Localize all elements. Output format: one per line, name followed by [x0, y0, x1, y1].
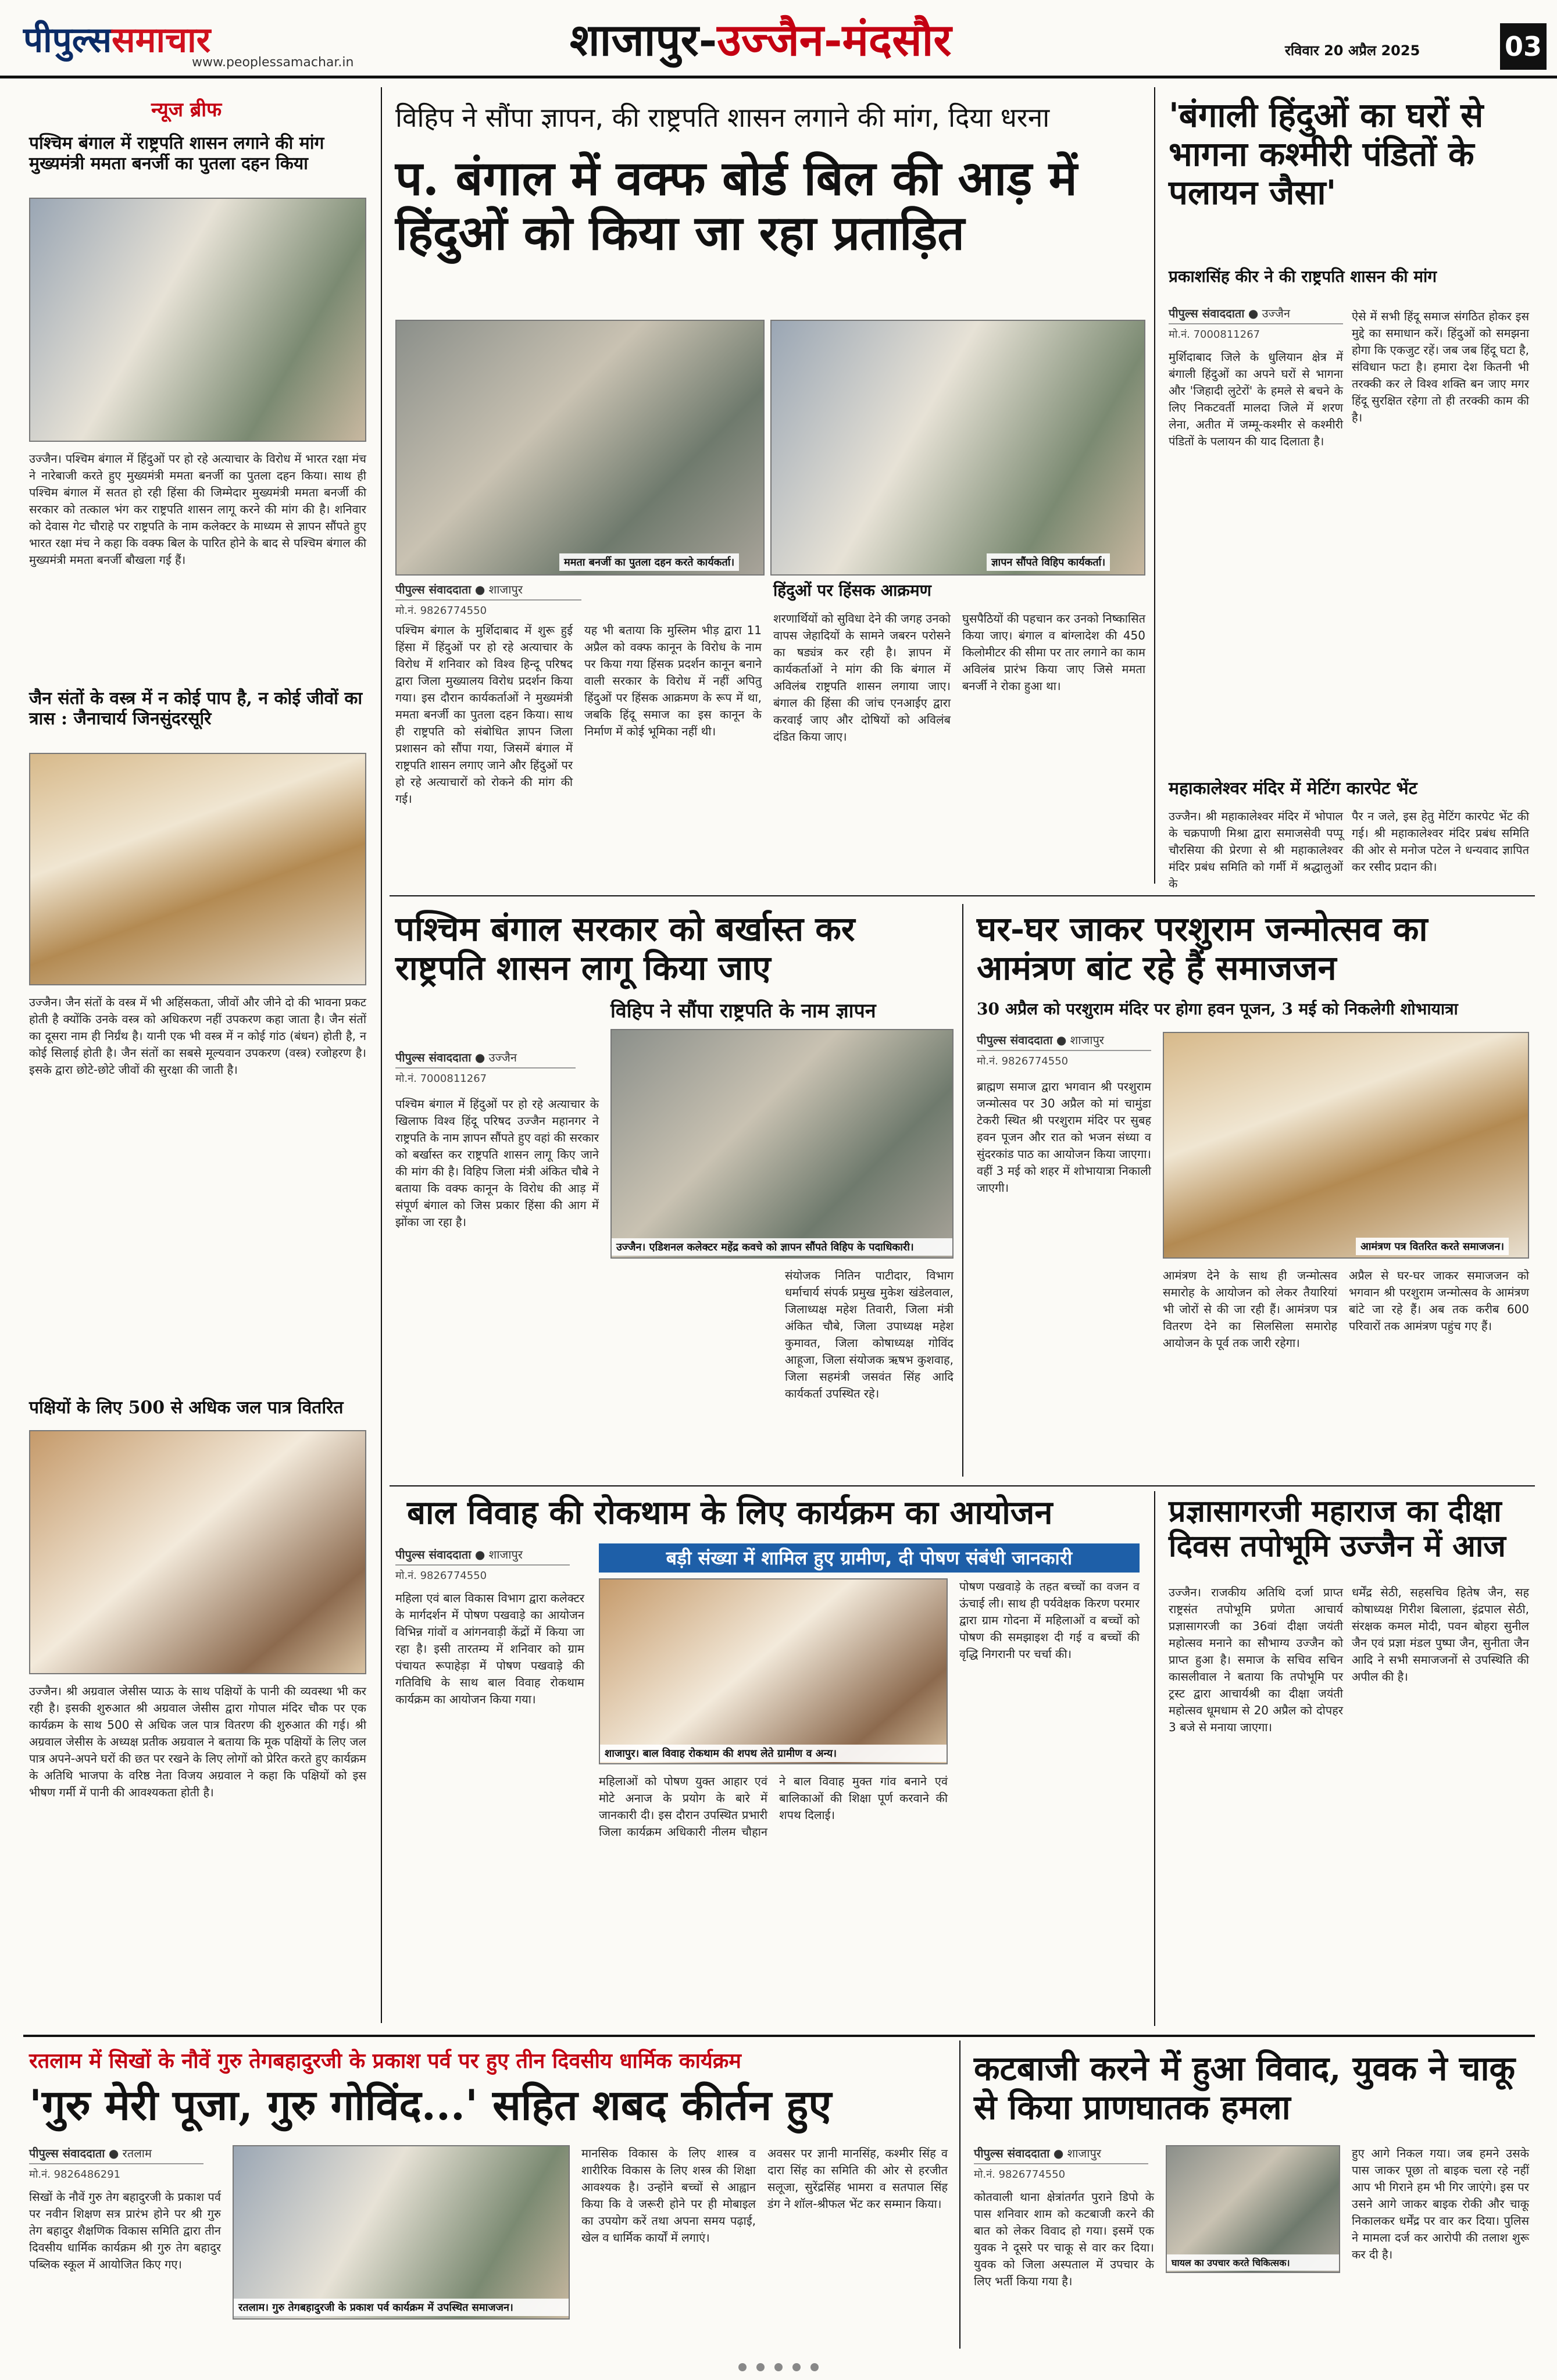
knife-body-col1: कोतवाली थाना क्षेत्रांतर्गत पुराने डिपो के पास शनिवार शाम को कटबाजी करने की बात को लेकर विवाद हो गया। इसमें एक युवक ने दूसरे पर चाकू से वार कर दिया। युवक को जिला अस्पताल में उपचार के लिए भर्ती किया गया है।	[974, 2190, 1154, 2288]
brief-3-body: उज्जैन। श्री अग्रवाल जेसीस प्याऊ के साथ पक्षियों के पानी की व्यवस्था भी कर रही है। इसकी शुरुआत श्री अग्रवाल जेसीस द्वारा गोपाल मंदिर चौक पर एक कार्यक्रम के साथ 500 से अधिक जल पात्र वितरण की शुरुआत की गई। श्री अग्रवाल जेसीस के अध्यक्ष प्रतीक अग्रवाल ने बताया कि मूक पक्षियों के लिए जल पात्र अपने-अपने घरों की छत पर रखने के लिए लोगों को प्रेरित करते हुए कार्यक्रम के अतिथि भाजपा के वरिष्ठ नेता विजय अग्रवाल ने कहा कि पक्षियों को इस भीषण गर्मी में पानी की आवश्यकता होती है।	[29, 1684, 366, 1799]
registration-dot	[810, 2363, 819, 2371]
brief-2-photo	[29, 753, 366, 985]
kashmir-mobile: मो.नं. 7000811267	[1169, 328, 1260, 341]
section-divider	[390, 1485, 1535, 1486]
parshuram-photo-caption: आमंत्रण पत्र वितरित करते समाजजन।	[1356, 1238, 1509, 1255]
parshuram-photo	[1163, 1032, 1529, 1259]
byline-name: पीपुल्स संवाददाता	[395, 1050, 472, 1064]
pragya-headline: प्रज्ञासागरजी महाराज का दीक्षा दिवस तपोभूमि उज्जैन में आज	[1169, 1493, 1506, 1564]
byline-location: रतलाम	[122, 2146, 152, 2160]
parshuram-story	[971, 904, 1535, 1477]
column-divider	[959, 2040, 960, 2349]
bengal-dismiss-story	[390, 904, 959, 1477]
registration-dot	[774, 2363, 783, 2371]
sikh-story	[23, 2040, 954, 2349]
byline-location: उज्जैन	[488, 1050, 517, 1064]
bengal-dismiss-body-col1: पश्चिम बंगाल में हिंदुओं पर हो रहे अत्याचार के खिलाफ विश्व हिंदू परिषद उज्जैन महानगर ने राष्ट्रपति के नाम ज्ञापन सौंपते हुए वहां की सरकार को बर्खास्त कर राष्ट्रपति शासन लागू किए जाने की मांग की है। विहिप जिला मंत्री अंकित चौबे ने बताया कि वक्फ कानून के विरोध की आड़ में संपूर्ण बंगाल को जिस प्रकार हिंसा की आग में झोंका जा रहा है।	[395, 1097, 599, 1229]
bengal-dismiss-photo	[610, 1029, 954, 1259]
byline-location: शाजापुर	[1067, 2146, 1101, 2160]
byline-name: पीपुल्स संवाददाता	[395, 1548, 472, 1561]
mahakal-body-col1: उज्जैन। श्री महाकालेश्वर मंदिर में भोपाल के चक्रपाणी मिश्रा द्वारा समाजसेवी पप्पू चौरसिया की प्रेरणा से श्री महाकालेश्वर मंदिर प्रबंध समिति को गर्मी में श्रद्धालुओं के	[1169, 809, 1343, 891]
byline-name: पीपुल्स संवाददाता	[29, 2146, 105, 2160]
kashmir-body-col2: ऐसे में सभी हिंदू समाज संगठित होकर इस मुद्दे का समाधान करें। हिंदुओं को समझना होगा कि एकजुट रहें। जब जब हिंदू घटा है, संविधान फटा है। हमारा देश कितनी भी तरक्की कर ले विश्व शक्ति बन जाए मगर हिंदू सुरक्षित रहेगा तो ही तरक्की काम की है।	[1352, 309, 1529, 424]
parshuram-body-col3: अप्रैल से घर-घर जाकर समाजजन को भगवान श्री परशुराम जन्मोत्सव के आमंत्रण बांटे जा रहे हैं। अब तक करीब 600 परिवारों तक आमंत्रण पहुंच गए हैं।	[1349, 1268, 1529, 1333]
lead-headline: प. बंगाल में वक्फ बोर्ड बिल की आड़ में हिंदुओं को किया जा रहा प्रताड़ित	[395, 151, 1077, 262]
kashmir-subhead: प्रकाशसिंह कीर ने की राष्ट्रपति शासन की मांग	[1169, 267, 1437, 286]
lead-body-col3: शरणार्थियों को सुविधा देने की जगह उनको वापस जेहादियों के सामने जबरन परोसने का षड्यंत्र कर रही है। ज्ञापन में कार्यकर्ताओं ने मांग की कि बंगाल में अविलंब राष्ट्रपति शासन लगाया जाए। बंगाल की हिंसा की जांच एनआईए द्वारा करवाई जाए और दोषियों को अविलंब दंडित किया जाए।	[773, 612, 951, 744]
edition-title: शाजापुर-उज्जैन-मंदसौर	[570, 14, 952, 66]
sikh-body-col3: अवसर पर ज्ञानी मानसिंह, कश्मीर सिंह व दारा सिंह का समिति की ओर से हरजीत सलूजा, सुरेंद्रसिंह भामरा व सतपाल सिंह डंग ने शॉल-श्रीफल भेंट कर सम्मान किया।	[767, 2146, 948, 2211]
lead-byline: पीपुल्स संवाददाता ● शाजापुर	[395, 581, 581, 601]
parshuram-subhead: 30 अप्रैल को परशुराम मंदिर पर होगा हवन पूजन, 3 मई को निकलेगी शोभायात्रा	[977, 999, 1458, 1019]
byline-name: पीपुल्स संवाददाता	[1169, 306, 1245, 320]
byline-name: पीपुल्स संवाददाता	[974, 2146, 1050, 2160]
byline-location: शाजापुर	[488, 583, 523, 596]
lead-photo-2-caption: ज्ञापन सौंपते विहिप कार्यकर्ता।	[987, 553, 1110, 571]
byline-location: शाजापुर	[1070, 1033, 1104, 1047]
logo-accent: समाचार	[112, 20, 211, 60]
sikh-headline: 'गुरु मेरी पूजा, गुरु गोविंद...' सहित शबद कीर्तन हुए	[29, 2080, 832, 2129]
column-divider	[1154, 87, 1155, 884]
child-marriage-band: बड़ी संख्या में शामिल हुए ग्रामीण, दी पोषण संबंधी जानकारी	[599, 1543, 1140, 1573]
bengal-dismiss-headline: पश्चिम बंगाल सरकार को बर्खास्त कर राष्ट्रपति शासन लागू किया जाए	[395, 909, 855, 988]
kashmir-headline: 'बंगाली हिंदुओं का घरों से भागना कश्मीरी पंडितों के पलायन जैसा'	[1169, 95, 1484, 213]
parshuram-body-col2: आमंत्रण देने के साथ ही जन्मोत्सव समारोह के आयोजन को लेकर तैयारियां भी जोरों से की जा रही हैं। आमंत्रण पत्र वितरण देने का सिलसिला समारोह आयोजन के पूर्व तक जारी रहेगा।	[1163, 1268, 1337, 1350]
registration-dot	[792, 2363, 801, 2371]
news-brief-label: न्यूज ब्रीफ	[151, 98, 222, 121]
lead-story	[390, 87, 1151, 884]
sikh-mobile: मो.नं. 9826486291	[29, 2168, 121, 2181]
child-marriage-mobile: मो.नं. 9826774550	[395, 1570, 487, 1582]
column-divider	[1154, 1491, 1155, 2026]
registration-dot	[756, 2363, 765, 2371]
parshuram-headline: घर-घर जाकर परशुराम जन्मोत्सव का आमंत्रण बांट रहे हैं समाजजन	[977, 909, 1428, 988]
lead-kicker: विहिप ने सौंपा ज्ञापन, की राष्ट्रपति शासन लगाने की मांग, दिया धरना	[395, 102, 1050, 133]
child-marriage-body-col1: महिला एवं बाल विकास विभाग द्वारा कलेक्टर के मार्गदर्शन में पोषण पखवाड़े का आयोजन विभिन्न गांवों व आंगनवाड़ी केंद्रों में किया जा रहा है। इसी तारतम्य में शनिवार को ग्राम पंचायत रूपाहेड़ा में पोषण पखवाड़े की गतिविधि के साथ बाल विवाह रोकथाम कार्यक्रम का आयोजन किया गया।	[395, 1591, 584, 1706]
brief-2-body: उज्जैन। जैन संतों के वस्त्र में भी अहिंसकता, जीवों और जीने दो की भावना प्रकट होती है क्योंकि उनके वस्त्र को अधिकरण नहीं उपकरण कहा जाता है। जैन संतों का दूसरा नाम ही निर्ग्रंथ है। यानी एक भी वस्त्र में न कोई गांठ (बंधन) होती है, न कोई सिलाई होती है। जैन संतों का सबसे मूल्यवान उपकरण (वस्त्र) रजोहरण है। इसके द्वारा छोटे-छोटे जीवों की सुरक्षा की जाती है।	[29, 995, 366, 1077]
knife-photo	[1166, 2145, 1340, 2273]
lead-body-col4: घुसपैठियों की पहचान कर उनको निष्कासित किया जाए। बंगाल व बांग्लादेश की 450 किलोमीटर की सीमा पर तार लगाने का काम अविलंब प्रारंभ किया जाए जिसे ममता बनर्जी ने रोका हुआ था।	[962, 612, 1145, 693]
column-divider	[381, 87, 382, 2023]
pragya-body-col2: धर्मेंद्र सेठी, सहसचिव हितेष जैन, सह कोषाध्यक्ष गिरीश बिलाला, इंद्रपाल सेठी, संरक्षक कमल मोदी, पवन बोहरा सुनील जैन एवं प्रज्ञा मंडल पुष्पा जैन, सुनीता जैन आदि ने सभी समाजजनों से उपस्थिति की अपील की है।	[1352, 1585, 1529, 1684]
section-divider	[390, 895, 1535, 896]
sikh-body-col2: मानसिक विकास के लिए शास्त्र व शारीरिक विकास के लिए शस्त्र की शिक्षा आवश्यक है। उन्होंने बच्चों से आह्वान किया कि वे जरूरी होने पर ही मोबाइल का उपयोग करें तथा अपना समय पढ़ाई, खेल व धार्मिक कार्यों में लगाएं।	[581, 2146, 756, 2245]
sikh-photo	[233, 2145, 570, 2320]
child-marriage-body-col3: पोषण पखवाड़े के तहत बच्चों का वजन व ऊंचाई ली। साथ ही पर्यवेक्षक किरण परमार द्वारा ग्राम गोदना में महिलाओं व बच्चों को पोषण की समझाइश दी गई व बच्चों की वृद्धि निगरानी पर चर्चा की।	[959, 1579, 1140, 1661]
masthead	[0, 0, 1557, 78]
sikh-photo-caption: रतलाम। गुरु तेगबहादुरजी के प्रकाश पर्व कार्यक्रम में उपस्थित समाजजन।	[234, 2299, 569, 2316]
pragya-body-col1: उज्जैन। राजकीय अतिथि दर्जा प्राप्त राष्ट्रसंत तपोभूमि प्रणेता आचार्य प्रज्ञासागरजी का 36वां दीक्षा जयंती महोत्सव मनाने का सौभाग्य उज्जैन को प्राप्त हुआ है। समाज के सचिव सचिन कासलीवाल ने बताया कि तपोभूमि पर ट्रस्ट द्वारा आचार्यश्री का दीक्षा जयंती महोत्सव धूमधाम से 20 अप्रैल को दोपहर 3 बजे से मनाया जाएगा।	[1169, 1585, 1343, 1734]
bengal-dismiss-body-col2: संयोजक नितिन पाटीदार, विभाग धर्माचार्य संपर्क प्रमुख मुकेश खंडेलवाल, जिलाध्यक्ष महेश तिवारी, जिला मंत्री अंकित चौबे, जिला उपाध्यक्ष महेश कुमावत, जिला कोषाध्यक्ष गोविंद आहूजा, जिला संयोजक ऋषभ कुशवाह, जिला सहमंत्री जसवंत सिंह आदि कार्यकर्ता उपस्थित रहे।	[785, 1268, 954, 1400]
lead-photo-effigy	[395, 320, 765, 576]
website-url: www.peoplessamachar.in	[192, 55, 354, 70]
brief-1-photo	[29, 198, 366, 442]
sikh-byline: पीपुल्स संवाददाता ● रतलाम	[29, 2145, 203, 2164]
knife-headline: कटबाजी करने में हुआ विवाद, युवक ने चाकू से किया प्राणघातक हमला	[974, 2049, 1516, 2127]
mahakal-headline: महाकालेश्वर मंदिर में मेटिंग कारपेट भेंट	[1169, 778, 1417, 799]
brief-1-body: उज्जैन। पश्चिम बंगाल में हिंदुओं पर हो रहे अत्याचार के विरोध में भारत रक्षा मंच ने नारेबाजी करते हुए मुख्यमंत्री ममता बनर्जी का पुतला दहन किया। साथ ही पश्चिम बंगाल में सतत हो रही हिंसा की जिम्मेदार मुख्यमंत्री ममता बनर्जी की सरकार को तत्काल भंग कर राष्ट्रपति शासन लागू करने की मांग की है। शनिवार को देवास गेट चौराहे पर राष्ट्रपति के नाम कलेक्टर के माध्यम से ज्ञापन सौंपते हुए भारत रक्षा मंच ने कहा कि वक्फ बिल के पारित होने के बाद से पश्चिम बंगाल की मुख्यमंत्री ममता बनर्जी बौखला गई हैं।	[29, 452, 366, 567]
child-marriage-photo	[599, 1578, 948, 1764]
section-divider	[23, 2035, 1535, 2037]
byline-name: पीपुल्स संवाददाता	[395, 583, 472, 596]
edition-cities: उज्जैन-मंदसौर	[717, 14, 952, 66]
child-marriage-photo-caption: शाजापुर। बाल विवाह रोकथाम की शपथ लेते ग्रामीण व अन्य।	[600, 1745, 947, 1762]
page-number: 03	[1500, 23, 1547, 70]
mahakal-body-col2: पैर न जले, इस हेतु मेटिंग कारपेट भेंट की गई। श्री महाकालेश्वर मंदिर प्रबंध समिति की ओर से मनोज पटेल ने धन्यवाद ज्ञापित कर रसीद प्रदान की।	[1352, 809, 1529, 874]
knife-byline: पीपुल्स संवाददाता ● शाजापुर	[974, 2145, 1148, 2164]
brief-3-headline: पक्षियों के लिए 500 से अधिक जल पात्र वितरित	[29, 1398, 344, 1418]
brief-1-headline: पश्चिम बंगाल में राष्ट्रपति शासन लगाने की मांग मुख्यमंत्री ममता बनर्जी का पुतला दहन किया	[29, 133, 324, 174]
lead-photo-1-caption: ममता बनर्जी का पुतला दहन करते कार्यकर्ता।	[559, 553, 739, 571]
print-registration-marks	[0, 2354, 1557, 2380]
child-marriage-headline: बाल विवाह की रोकथाम के लिए कार्यक्रम का आयोजन	[407, 1493, 1053, 1532]
knife-photo-caption: घायल का उपचार करते चिकित्सक।	[1167, 2254, 1339, 2271]
child-marriage-story	[390, 1491, 1145, 2026]
sikh-body-col1: सिखों के नौवें गुरु तेग बहादुरजी के प्रकाश पर्व पर नवीन शिक्षण सत्र प्रारंभ होने पर श्री गुरु तेग बहादुर शैक्षणिक विकास समिति द्वारा तीन दिवसीय धार्मिक कार्यक्रम श्री गुरु तेग बहादुर पब्लिक स्कूल में आयोजित किए गए।	[29, 2190, 221, 2271]
lead-body-col2: यह भी बताया कि मुस्लिम भीड़ द्वारा 11 अप्रैल को वक्फ कानून के विरोध के नाम पर किया गया हिंसक प्रदर्शन कानून बनाने वाली सरकार के विरोध में नहीं अपितु हिंदुओं पर हिंसक आक्रमण के रूप में था, जबकि हिंदू समाज का इस कानून के निर्माण में कोई भूमिका नहीं थी।	[584, 623, 762, 738]
bengal-dismiss-photo-caption: उज्जैन। एडिशनल कलेक्टर महेंद्र कवचे को ज्ञापन सौंपते विहिप के पदाधिकारी।	[612, 1238, 952, 1256]
kashmir-byline: पीपुल्स संवाददाता ● उज्जैन	[1169, 305, 1343, 324]
pragya-story	[1163, 1491, 1535, 2026]
sikh-kicker: रतलाम में सिखों के नौवें गुरु तेगबहादुरजी के प्रकाश पर्व पर हुए तीन दिवसीय धार्मिक कार्यक्रम	[29, 2049, 741, 2073]
knife-body-col2: हुए आगे निकल गया। जब हमने उसके पास जाकर पूछा तो बाइक चला रहे नहीं आप भी गिराने हम भी गिर जाएंगे। इस पर उसने आगे जाकर बाइक रोकी और चाकू निकालकर धर्मेंद्र पर वार कर दिया। पुलिस ने मामला दर्ज कर आरोपी की तलाश शुरू कर दी है।	[1352, 2146, 1529, 2261]
parshuram-byline: पीपुल्स संवाददाता ● शाजापुर	[977, 1032, 1151, 1051]
bengal-dismiss-byline: पीपुल्स संवाददाता ● उज्जैन	[395, 1049, 576, 1069]
lead-body-col1: पश्चिम बंगाल के मुर्शिदाबाद में शुरू हुई हिंसा में हिंदुओं पर हो रहे अत्याचार के विरोध में शनिवार को विश्व हिन्दू परिषद द्वारा जिला मुख्यालय विरोध प्रदर्शन किया गया। इस दौरान कार्यकर्ताओं ने मुख्यमंत्री ममता बनर्जी का पुतला दहन किया। साथ ही राष्ट्रपति को संबोधित ज्ञापन जिला प्रशासन को सौंपा गया, जिसमें बंगाल में राष्ट्रपति शासन लगाए जाने और हिंदुओं पर हो रहे अत्याचारों को रोकने की मांग की गई।	[395, 623, 573, 806]
kashmir-story	[1163, 87, 1535, 891]
byline-location: उज्जैन	[1262, 306, 1290, 320]
bengal-dismiss-mobile: मो.नं. 7000811267	[395, 1073, 487, 1085]
brief-2-headline: जैन संतों के वस्त्र में न कोई पाप है, न कोई जीवों का त्रास : जैनाचार्य जिनसुंदरसूरि	[29, 688, 363, 729]
bengal-dismiss-subhead: विहिप ने सौंपा राष्ट्रपति के नाम ज्ञापन	[610, 999, 876, 1023]
lead-mobile: मो.नं. 9826774550	[395, 605, 487, 617]
issue-date: रविवार 20 अप्रैल 2025	[1285, 42, 1420, 59]
parshuram-mobile: मो.नं. 9826774550	[977, 1055, 1069, 1067]
child-marriage-body-col2: महिलाओं को पोषण युक्त आहार एवं मोटे अनाज के प्रयोग के बारे में जानकारी दी। इस दौरान उपस्थित प्रभारी जिला कार्यक्रम अधिकारी नीलम चौहान ने बाल विवाह मुक्त गांव बनाने एवं बालिकाओं की शिक्षा पूर्ण करवाने की शपथ दिलाई।	[599, 1774, 948, 1839]
kashmir-body-col1: मुर्शिदाबाद जिले के धुलियान क्षेत्र में बंगाली हिंदुओं का अपने घरों से भागना और 'जिहादी लुटेरों' के हमले से बचने के लिए निकटवर्ती मालदा जिले में शरण लेना, अतीत में जम्मू-कश्मीर से कश्मीरी पंडितों के पलायन की याद दिलाता है।	[1169, 350, 1343, 448]
lead-subhead: हिंदुओं पर हिंसक आक्रमण	[773, 581, 931, 600]
news-brief-column	[23, 87, 372, 2029]
column-divider	[962, 904, 963, 1477]
byline-name: पीपुल्स संवाददाता	[977, 1033, 1053, 1047]
child-marriage-byline: पीपुल्स संवाददाता ● शाजापुर	[395, 1546, 570, 1566]
newspaper-logo: पीपुल्ससमाचार	[23, 20, 211, 60]
byline-location: शाजापुर	[488, 1548, 523, 1561]
knife-mobile: मो.नं. 9826774550	[974, 2168, 1066, 2181]
brief-3-photo	[29, 1430, 366, 1674]
knife-story	[968, 2040, 1535, 2349]
lead-photo-memorandum	[770, 320, 1145, 576]
registration-dot	[738, 2363, 747, 2371]
parshuram-body-col1: ब्राह्मण समाज द्वारा भगवान श्री परशुराम जन्मोत्सव पर 30 अप्रैल को मां चामुंडा टेकरी स्थित श्री परशुराम मंदिर पर सुबह हवन पूजन और रात को भजन संध्या व सुंदरकांड पाठ का आयोजन किया जाएगा। वहीं 3 मई को शहर में शोभायात्रा निकाली जाएगी।	[977, 1080, 1151, 1195]
